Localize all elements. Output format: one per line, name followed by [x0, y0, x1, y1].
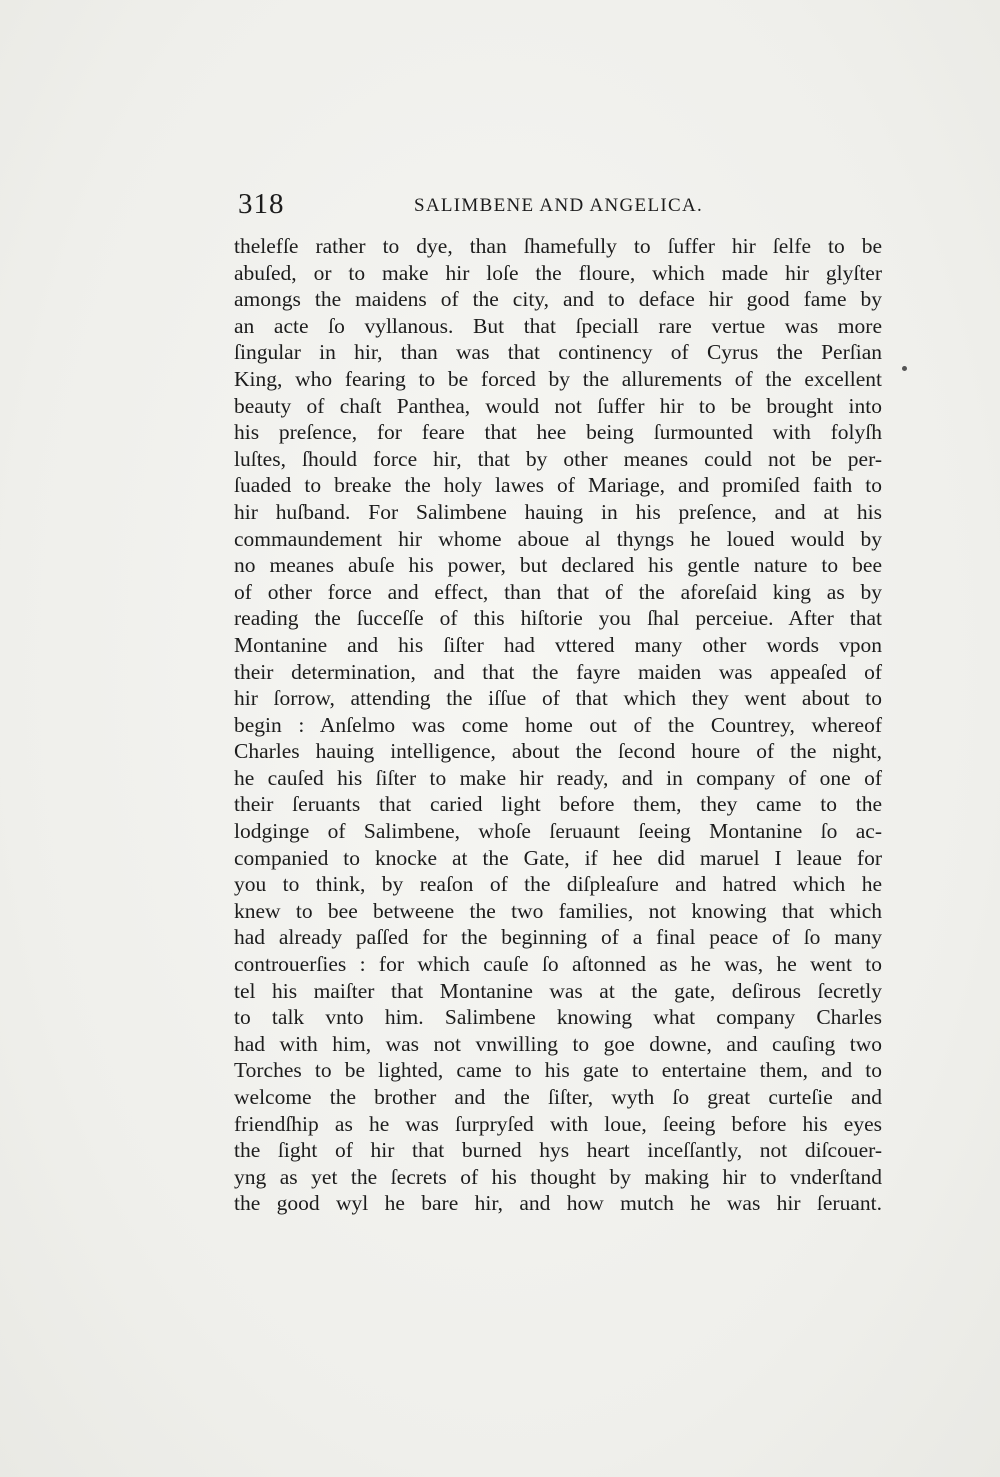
- text-line: friendſhip as he was ſurpryſed with loue, ſeeing before his eyes: [234, 1111, 882, 1136]
- text-line: ſingular in hir, than was that continency of Cyrus the Perſian: [234, 340, 882, 365]
- text-line: yng as yet the ſecrets of his thought by making hir to vnderſtand: [234, 1164, 882, 1189]
- text-line: knew to bee betweene the two families, not knowing that which: [234, 898, 882, 923]
- text-line: luſtes, ſhould force hir, that by other meanes could not be per-: [234, 446, 882, 471]
- text-line: King, who fearing to be forced by the allurements of the excellent: [234, 366, 882, 391]
- text-line: thelefſe rather to dye, than ſhamefully to ſuffer hir ſelfe to be: [234, 234, 882, 258]
- text-line: the good wyl he bare hir, and how mutch he was hir ſeruant.: [234, 1191, 882, 1216]
- text-line: their determination, and that the fayre maiden was appeaſed of: [234, 659, 882, 684]
- text-line: ſuaded to breake the holy lawes of Mariage, and promiſed faith to: [234, 473, 882, 498]
- text-line: Charles hauing intelligence, about the ſecond houre of the night,: [234, 739, 882, 764]
- text-line: hir huſband. For Salimbene hauing in his preſence, and at his: [234, 499, 882, 524]
- text-line: had with him, was not vnwilling to goe downe, and cauſing two: [234, 1031, 882, 1056]
- text-line: their ſeruants that caried light before them, they came to the: [234, 792, 882, 817]
- text-line: beauty of chaſt Panthea, would not ſuffer hir to be brought into: [234, 393, 882, 418]
- text-line: an acte ſo vyllanous. But that ſpeciall rare vertue was more: [234, 313, 882, 338]
- body-text: [234, 233, 882, 1217]
- text-line: amongs the maidens of the city, and to deface hir good fame by: [234, 287, 882, 312]
- text-line: abuſed, or to make hir loſe the floure, which made hir glyſter: [234, 260, 882, 285]
- text-line: you to think, by reaſon of the diſpleaſure and hatred which he: [234, 872, 882, 897]
- text-line: tel his maiſter that Montanine was at the gate, deſirous ſecretly: [234, 978, 882, 1003]
- text-line: begin : Anſelmo was come home out of the Countrey, whereof: [234, 712, 882, 737]
- text-line: lodginge of Salimbene, whoſe ſeruaunt ſeeing Montanine ſo ac-: [234, 819, 882, 844]
- running-head: [234, 184, 879, 224]
- page-number: 318: [238, 188, 285, 220]
- text-line: had already paſſed for the beginning of a final peace of ſo many: [234, 925, 882, 950]
- text-line: no meanes abuſe his power, but declared his gentle nature to bee: [234, 553, 882, 578]
- text-line: his preſence, for feare that hee being ſurmounted with folyſh: [234, 420, 882, 445]
- text-line: commaundement hir whome aboue al thyngs he loued would by: [234, 526, 882, 551]
- text-line: the ſight of hir that burned hys heart inceſſantly, not diſcouer-: [234, 1138, 882, 1163]
- text-line: Torches to be lighted, came to his gate to entertaine them, and to: [234, 1058, 882, 1083]
- text-line: companied to knocke at the Gate, if hee did maruel I leaue for: [234, 845, 882, 870]
- text-line: reading the ſucceſſe of this hiſtorie you ſhal perceiue. After that: [234, 606, 882, 631]
- text-line: to talk vnto him. Salimbene knowing what company Charles: [234, 1005, 882, 1030]
- margin-mark: [902, 366, 907, 371]
- text-line: of other force and effect, than that of the aforeſaid king as by: [234, 579, 882, 604]
- text-line: controuerſies : for which cauſe ſo aſtonned as he was, he went to: [234, 952, 882, 977]
- text-line: he cauſed his ſiſter to make hir ready, and in company of one of: [234, 765, 882, 790]
- text-line: hir ſorrow, attending the iſſue of that which they went about to: [234, 686, 882, 711]
- text-line: welcome the brother and the ſiſter, wyth ſo great curteſie and: [234, 1085, 882, 1109]
- running-title: SALIMBENE AND ANGELICA.: [414, 195, 704, 216]
- text-line: Montanine and his ſiſter had vttered many other words vpon: [234, 632, 882, 657]
